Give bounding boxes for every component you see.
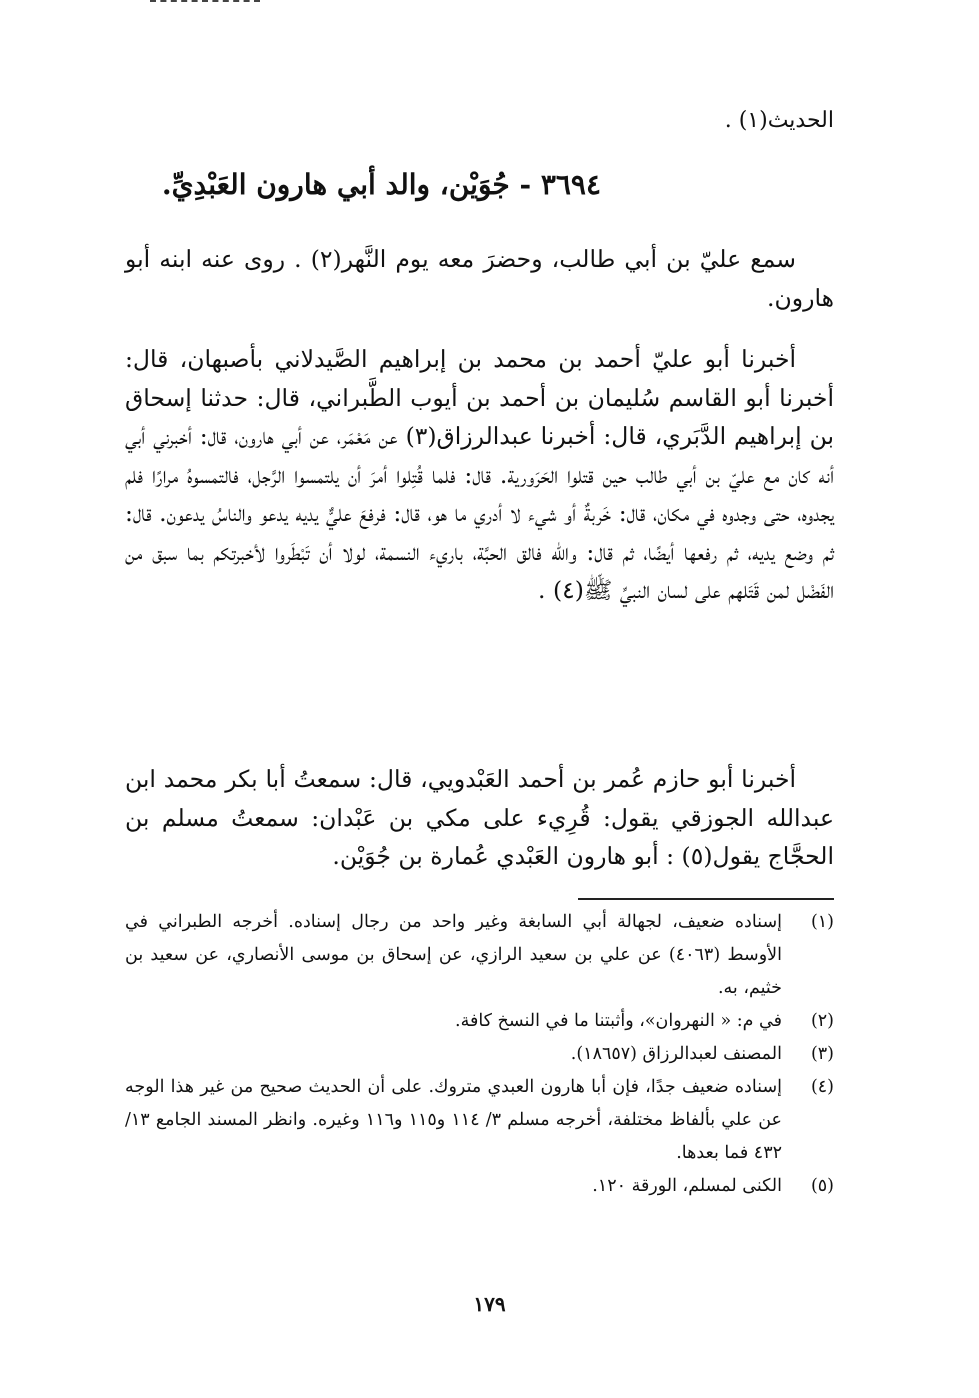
footnote-number: (٣): [810, 1044, 834, 1064]
entry-heading: ٣٦٩٤ - جُوَيْن، والد أبي هارون العَبْدِيِّ.: [161, 168, 601, 201]
footnote-text: المصنف لعبدالرزاق (١٨٦٥٧).: [570, 1044, 782, 1064]
narration-paragraph: [125, 760, 834, 876]
footnote-item: [125, 906, 834, 1005]
page-number: ١٧٩: [473, 1292, 506, 1316]
footnote-text: إسناده ضعيف جدًا، فإن أبا هارون العبدي متروك. على أن الحديث صحيح من غير هذا الوجه عن علي بألفاظ مختلفة، أخرجه مسلم ٣/ ١١٤ و١١٥ و١١٦ وغيره. وانظر المسند الجامع ١٣/ ٤٣٢ فما بعدها.: [125, 1077, 782, 1163]
hadith-chain-paragraph: [125, 340, 834, 610]
footnote-number: (٤): [810, 1077, 834, 1097]
paragraph-text: سمع عليّ بن أبي طالب، وحضرَ معه يوم النَّهر(٢) . روى عنه ابنه أبو هارون.: [125, 245, 834, 312]
footnote-text: في م: « النهروان»، وأثبتنا ما في النسخ كافة.: [455, 1011, 782, 1031]
footnote-item: [125, 1005, 834, 1038]
footnote-separator: [578, 898, 834, 900]
scan-edge-mark: [150, 0, 260, 5]
footnote-text: إسناده ضعيف، لجهالة أبي السابغة وغير واحد من رجال إسناده. أخرجه الطبراني في الأوسط (٤٠٦٣) عن علي بن سعيد الرازي، عن إسحاق بن موسى الأنصاري، عن سعيد بن خثيم، به.: [125, 912, 782, 998]
biography-paragraph: [125, 240, 834, 317]
paragraph-text: أخبرنا أبو عليّ أحمد بن محمد بن إبراهيم الصَّيدلاني بأصبهان، قال: أخبرنا أبو القاسم سُليمان بن أحمد بن أيوب الطَّبراني، قال: حدثنا إسحاق بن إبراهيم الدَّبَري، قال: أخبرنا عبدالرزاق(٣) عن مَعْمَر، عن أبي هارون، قال: أخبرني أبي أنه كان مع عليّ بن أبي طالب حين قتلوا الحَرَورية. قال: فلما قُتِلوا أمرَ أن يلتمسوا الرَّجل، فالتمسوهُ مرارًا فلم يجدوه، حتى وجدوه في مكان، قال: خَربةٌ أو شيء لا أدري ما هو، قال: فرفعَ عليٌّ يديه يدعو والناسُ يدعون. قال: ثم وضع يديه، ثم رفعها أيضًا، ثم قال: والله فالق الحبَّة، باريء النسمة، لولا أن تَبْطَروا لأخبرتكم بما سبق من الفَضْل لمن قَتَلهم على لسان النبيِّ ﷺ(٤) .: [125, 345, 835, 604]
footnote-item: [125, 1170, 834, 1203]
footnote-number: (٥): [810, 1176, 834, 1196]
footnotes-section: [125, 906, 834, 1203]
continuation-line: الحديث(١) .: [724, 108, 834, 133]
footnote-number: (٢): [810, 1011, 834, 1031]
footnote-number: (١): [810, 912, 834, 932]
paragraph-text: أخبرنا أبو حازم عُمر بن أحمد العَبْدويي، قال: سمعتُ أبا بكر محمد ابن عبدالله الجوزقي يقول: قُرِيء على مكي بن عَبْدان: سمعتُ مسلم بن الحجَّاج يقول(٥) : أبو هارون العَبْدي عُمارة بن جُوَيْن.: [125, 765, 834, 870]
footnote-item: [125, 1038, 834, 1071]
footnote-item: [125, 1071, 834, 1170]
footnote-text: الكنى لمسلم، الورقة ١٢٠.: [592, 1176, 782, 1196]
